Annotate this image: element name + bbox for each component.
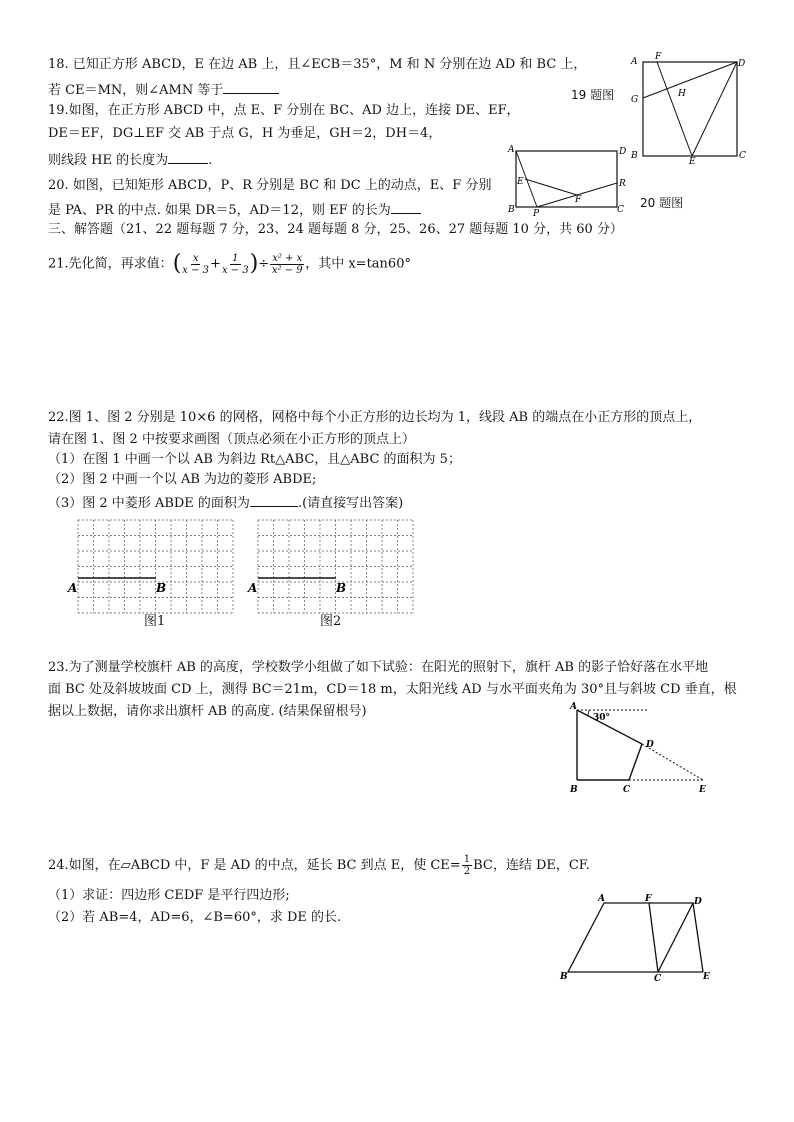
fig20-caption: 20 题图: [640, 196, 684, 210]
q21-frac1: [182, 253, 209, 276]
fig20-label-p: P: [533, 209, 540, 219]
grid-caption-1: 图1: [144, 614, 166, 629]
q21-plus: +: [210, 256, 221, 272]
fig20-label-e: E: [517, 177, 524, 187]
q21-div: ÷: [258, 256, 270, 272]
q22-line1: 22.图 1、图 2 分别是 10×6 的网格，网格中每个小正方形的边长均为 1，线段 AB 的端点在小正方形的顶点上，: [48, 410, 702, 425]
fig24-label-f: F: [645, 894, 652, 904]
q24-prefix: 24.如图，在: [48, 858, 121, 873]
fig19-label-g: G: [631, 95, 639, 105]
q24-item1: （1）求证：四边形 CEDF 是平行四边形;: [48, 888, 290, 903]
q21-rparen: ): [249, 251, 259, 276]
q21-frac3-den: x² − 9: [271, 264, 303, 276]
fig19-fe: [657, 62, 692, 156]
q19-line3-end: .: [208, 153, 213, 168]
q21-frac1-den: x − 3: [182, 264, 210, 276]
q20-line2: [48, 200, 421, 219]
fig19-label-b: B: [631, 151, 638, 161]
fig19-label-a: A: [631, 57, 638, 67]
fig20-ef: [525, 179, 577, 195]
fig19-label-f: F: [655, 52, 662, 62]
q21-expression: [48, 252, 411, 277]
q22-line2: 请在图 1、图 2 中按要求画图（顶点必须在小正方形的顶点上）: [48, 432, 415, 447]
figure-19: [625, 50, 745, 165]
q18-line1: 18. 已知正方形 ABCD，E 在边 AB 上，且∠ECB＝35°，M 和 N 分别在边 AD 和 BC 上，: [48, 57, 587, 72]
fig23-slope-cd: [629, 744, 642, 780]
fig20-label-b: B: [508, 205, 515, 215]
q21-prefix: 21.先化简，再求值：: [48, 256, 173, 272]
fig19-label-h: H: [678, 89, 686, 99]
fig20-label-a: A: [508, 145, 515, 155]
q24-end: BC，连结 DE，CF.: [473, 858, 590, 873]
q21-suffix: ，其中 x=tan60°: [305, 256, 411, 272]
figure-23: [565, 700, 715, 798]
fig24-de: [693, 903, 703, 972]
fig19-de: [692, 62, 737, 156]
grid-lines-2: [258, 520, 413, 613]
q23-line2: 面 BC 处及斜坡坡面 CD 上，测得 BC＝21m，CD＝18 m，太阳光线 AD 与水平面夹角为 30°且与斜坡 CD 垂直，根: [48, 682, 737, 697]
fig24-label-d: D: [694, 897, 702, 907]
fig20-label-c: C: [617, 205, 624, 215]
q21-frac2-num: 1: [232, 252, 239, 264]
q23-line1: 23.为了测量学校旗杆 AB 的高度，学校数学小组做了如下试验：在阳光的照射下，旗杆 AB 的影子恰好落在水平地: [48, 660, 709, 675]
q20-line1: 20. 如图，已知矩形 ABCD，P、R 分别是 BC 和 DC 上的动点，E、F 分别: [48, 178, 492, 193]
q19-answer-blank[interactable]: [168, 150, 208, 164]
fig23-angle-arc: [588, 710, 589, 716]
q24-mid: ABCD 中，F 是 AD 的中点，延长 BC 到点 E，使 CE=: [130, 858, 461, 873]
q22-item3-text: （3）图 2 中菱形 ABDE 的面积为: [48, 496, 250, 511]
q22-item3-end: .(请直接写出答案): [297, 496, 404, 511]
figure-20: [505, 140, 635, 220]
label-a-2: A: [248, 581, 258, 595]
fig19-caption: 19 题图: [571, 88, 615, 102]
q24-frac-num: 1: [463, 854, 471, 865]
fig23-label-a: A: [570, 702, 577, 712]
q19-line2: DE＝EF，DG⊥EF 交 AB 于点 G，H 为垂足，GH＝2，DH＝4，: [48, 126, 442, 141]
fig20-label-d: D: [619, 147, 627, 157]
q20-answer-blank[interactable]: [391, 200, 421, 214]
grid-figure-2: [250, 515, 420, 615]
q21-frac3-num: x² + x: [272, 252, 303, 264]
fig19-label-e: E: [689, 157, 696, 167]
q18-line2: [48, 80, 279, 99]
q21-frac2-den: x − 3: [221, 264, 249, 276]
grid-figure-1: [70, 515, 240, 615]
q24-item2: （2）若 AB=4，AD=6，∠B=60°，求 DE 的长.: [48, 910, 342, 925]
q18-line2-text: 若 CE＝MN，则∠AMN 等于: [48, 83, 224, 98]
q22-item1: （1）在图 1 中画一个以 AB 为斜边 Rt△ABC，且△ABC 的面积为 5；: [48, 452, 461, 467]
q21-lparen: (: [172, 251, 182, 276]
fig23-angle-label: 30°: [593, 713, 611, 723]
section3-heading: 三、解答题（21、22 题每题 7 分，23、24 题每题 8 分，25、26、27 题每题 10 分，共 60 分）: [48, 222, 623, 237]
fig24-cf: [649, 903, 658, 972]
fig24-label-a: A: [598, 894, 605, 904]
fig19-square: [643, 62, 737, 156]
q22-answer-blank[interactable]: [250, 493, 298, 507]
q23-line3: 据以上数据，请你求出旗杆 AB 的高度. (结果保留根号): [48, 704, 367, 719]
q24-frac: [462, 854, 472, 877]
figure-24: [558, 893, 718, 985]
q21-frac3: [270, 253, 304, 276]
q24-line1: [48, 854, 590, 877]
fig20-label-r: R: [619, 179, 626, 189]
q22-item3: [48, 493, 403, 512]
fig23-label-e: E: [699, 785, 706, 795]
q21-frac1-num: x: [192, 252, 199, 264]
label-b-1: B: [156, 581, 167, 595]
fig23-label-b: B: [570, 785, 578, 795]
grid-caption-2: 图2: [320, 614, 342, 629]
q24-frac-den: 2: [463, 866, 471, 877]
fig24-parallelogram: [568, 903, 693, 972]
fig24-label-e: E: [703, 972, 710, 982]
grid-lines-1: [78, 520, 233, 613]
q22-item2: （2）图 2 中画一个以 AB 为边的菱形 ABDE;: [48, 472, 317, 487]
fig23-label-d: D: [646, 740, 654, 750]
fig24-label-b: B: [560, 972, 568, 982]
q19-line3-text: 则线段 HE 的长度为: [48, 153, 169, 168]
label-b-2: B: [336, 581, 347, 595]
q18-answer-blank[interactable]: [223, 80, 279, 94]
fig20-label-f: F: [575, 195, 582, 205]
q19-line1: 19.如图，在正方形 ABCD 中，点 E、F 分别在 BC、AD 边上，连接 DE、EF，: [48, 103, 520, 118]
fig24-label-c: C: [654, 974, 662, 984]
q20-line2-text: 是 PA、PR 的中点. 如果 DR＝5，AD＝12，则 EF 的长为: [48, 203, 391, 218]
parallelogram-symbol: ▱: [120, 858, 131, 873]
label-a-1: A: [68, 581, 78, 595]
q21-frac2: [222, 253, 249, 276]
fig23-label-c: C: [623, 785, 631, 795]
q19-line3: [48, 150, 212, 169]
fig19-label-c: C: [739, 151, 746, 161]
fig19-label-d: D: [738, 59, 746, 69]
